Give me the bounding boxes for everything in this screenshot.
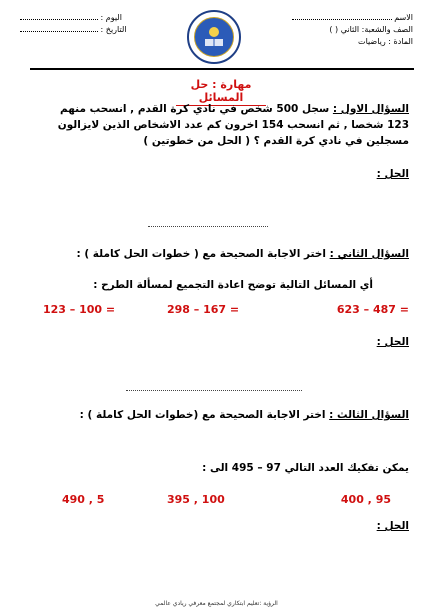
day-blank (20, 19, 98, 20)
question-3-instruction: اختر الاجابة الصحيحة مع (خطوات الحل كاملة ) : (79, 409, 326, 421)
question-1-text-3: مسجلين في نادي كرة القدم ؟ ( الحل من خطوتين ) (143, 135, 409, 147)
name-label: الاسم (394, 13, 413, 22)
header-divider (30, 68, 414, 70)
school-logo (187, 10, 241, 64)
question-3-label: السؤال الثالث : (329, 409, 409, 421)
question-1 (24, 101, 409, 149)
name-field (292, 13, 413, 22)
question-3-option-2: 395 , 100 (167, 493, 225, 506)
question-3-option-3: 490 , 5 (62, 493, 105, 506)
page-title: مهارة : حل المسائل (176, 78, 266, 106)
question-2-option-3: 123 – 100 = (43, 303, 116, 316)
question-1-line-1 (24, 101, 409, 117)
question-3-solution-label: الحل : (376, 520, 409, 532)
question-2-instruction: اختر الاجابة الصحيحة مع ( خطوات الحل كاملة ) : (76, 248, 326, 260)
question-1-label: السؤال الاول : (332, 103, 409, 115)
day-field (20, 13, 122, 22)
day-label: اليوم : (100, 13, 122, 22)
question-2-header (24, 246, 409, 262)
footer-vision: الرؤية :تعليم ابتكاري لمجتمع معرفي ريادي عالمي (155, 600, 278, 607)
name-blank (292, 19, 392, 20)
question-3-option-1: 400 , 95 (340, 493, 391, 506)
question-3-header (24, 407, 409, 423)
date-blank (20, 31, 98, 32)
class-label: الصف والشعبة: الثاني ( ) (329, 25, 413, 34)
logo-emblem-icon (194, 17, 234, 57)
question-2-solution-label: الحل : (376, 336, 409, 348)
question-2-option-1: 623 – 487 = (336, 303, 409, 316)
question-1-text-2: 123 شخصا , ثم انسحب 154 اخرون كم عدد الاشخاص الذين لايزالون (57, 119, 409, 131)
separator-1 (148, 226, 268, 227)
question-3-prompt: يمكن تفكيك العدد التالي 97 – 495 الى : (202, 462, 409, 474)
subject-label: المادة : رياضيات (358, 37, 413, 46)
date-label: التاريخ : (100, 25, 127, 34)
question-2-label: السؤال الثاني : (329, 248, 409, 260)
question-1-solution-label: الحل : (376, 168, 409, 180)
question-2-prompt: أي المسائل التالية توضح اعادة التجميع لمسألة الطرح : (93, 279, 373, 291)
question-2-option-2: 298 – 167 = (167, 303, 240, 316)
date-field (20, 25, 127, 34)
separator-2 (126, 390, 302, 391)
question-1-text-1: سجل 500 شخص في نادي كرة القدم , انسحب منهم (60, 103, 330, 115)
